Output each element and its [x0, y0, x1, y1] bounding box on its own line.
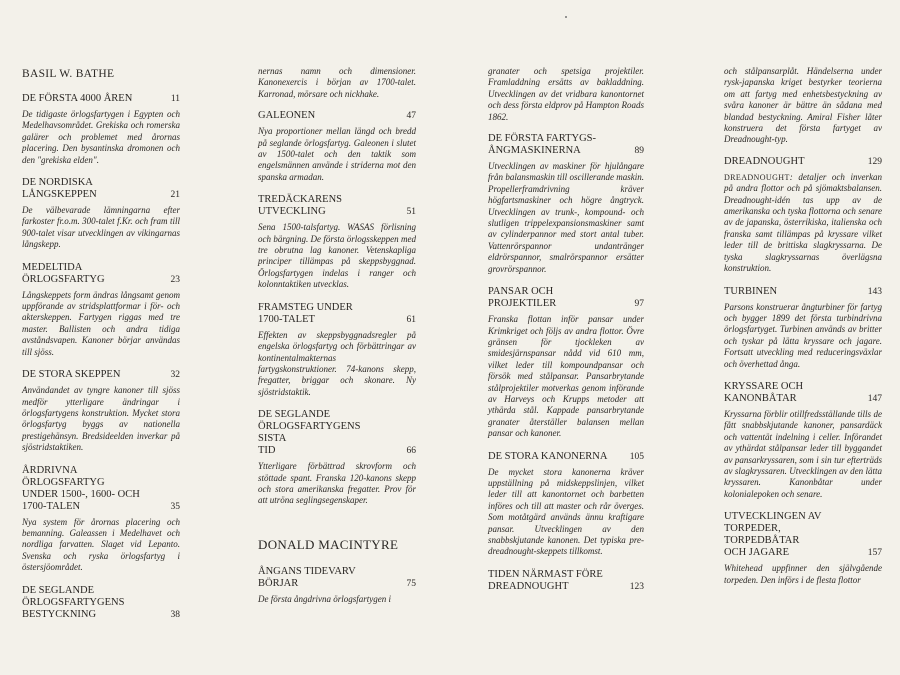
section-title: DE FÖRSTA FARTYGS- ÅNGMASKINERNA	[488, 133, 597, 157]
section-title: DE STORA KANONERNA	[488, 450, 608, 462]
section-heading	[22, 262, 180, 286]
page-number: 89	[634, 146, 644, 157]
page-number: 11	[170, 94, 180, 104]
continued-summary: granater och spetsiga projektiler. Framladdning ersätts av bakladdning. Utvecklingen av det vridbara kanontornet och dess första eldprov på Hampton Roads 1862.	[488, 66, 644, 122]
section-title: UTVECKLINGEN AV TORPEDER, TORPEDBÅTAR OCH JAGARE	[724, 511, 822, 559]
toc-section	[22, 93, 180, 166]
section-heading	[488, 133, 644, 157]
section-title: TREDÄCKARENS UTVECKLING	[258, 194, 343, 218]
toc-section	[488, 569, 644, 593]
toc-section	[22, 177, 180, 251]
section-heading	[724, 156, 882, 168]
page-number: 23	[170, 274, 180, 285]
section-summary: De välbevarade lämningarna efter farkoster fr.o.m. 300-talet f.Kr. och fram till 900-talet visar utvecklingen av vikingarnas långskepp.	[22, 205, 180, 250]
summary-text: : detaljer och inverkan på andra flottor och på sjömaktsbalansen. Dreadnought-idén tas upp av de amerikanska och tyska flottorna och senare av de japanska, österrikiska, italienska och franska samt tillämpas på kryssare vilket leder till de brittiska slagkryssarna. De tyska slagkryssarnas överlägsna konstruktion.	[724, 171, 882, 274]
toc-section	[258, 409, 416, 507]
section-title: ÅRDRIVNA ÖRLOGSFARTYG UNDER 1500-, 1600- OCH 1700-TALEN	[22, 464, 140, 512]
ship-name-smallcaps: DREADNOUGHT	[724, 172, 790, 182]
section-title: DE SEGLANDE ÖRLOGSFARTYGENS BESTYCKNING	[22, 584, 125, 620]
section-summary: De mycket stora kanonerna kräver uppställning på midskeppslinjen, vilket leder till att kanontornet och barbetten införes och till att master och rår överges. Som motåtgärd används ännu kraftigare pansar. Utvecklingen av den snabbskjutande kanonen. Det typiska pre-dreadnought-skeppets tillkomst.	[488, 466, 644, 557]
page-number: 105	[629, 451, 644, 462]
section-summary	[724, 172, 882, 275]
toc-section	[258, 110, 416, 183]
section-heading	[488, 286, 644, 310]
page-number: 97	[634, 299, 644, 310]
section-summary: Långskeppets form ändras långsamt genom uppförande av stridsplattformar i för- och akterskeppen. Fartygen riggas med tre master. Ballisten och andra tidiga avståndsvapen. Kanoner börjar användas till sjöss.	[22, 289, 180, 357]
section-heading	[22, 93, 180, 105]
section-heading	[258, 566, 416, 590]
section-summary: Ytterligare förbättrad skrovform och stöttade spant. Franska 120-kanons skepp och stora amerikanska fregatter. Prov för att utröna seglingsegenskaper.	[258, 461, 416, 506]
section-title: FRAMSTEG UNDER 1700-TALET	[258, 301, 353, 325]
section-title: DE NORDISKA LÅNGSKEPPEN	[22, 177, 97, 201]
toc-section	[22, 465, 180, 574]
section-title: DREADNOUGHT	[724, 155, 805, 167]
section-title: TIDEN NÄRMAST FÖRE DREADNOUGHT	[488, 568, 603, 592]
toc-section	[724, 286, 882, 370]
section-heading	[724, 286, 882, 298]
toc-section	[724, 156, 882, 275]
section-title: DE STORA SKEPPEN	[22, 369, 121, 381]
page-number: 61	[406, 314, 416, 325]
section-title: DE SEGLANDE ÖRLOGSFARTYGENS SISTA TID	[258, 409, 361, 457]
toc-section	[724, 381, 882, 500]
print-speck	[565, 16, 567, 18]
section-title: TURBINEN	[724, 285, 778, 297]
section-heading	[724, 511, 882, 559]
toc-section	[488, 133, 644, 275]
section-summary: Sena 1500-talsfartyg. WASAS förlisning och bärgning. De första örlogsskeppen med tre obrutna lag kanoner. Vetenskapliga principer tillämpas på skeppsbyggnad. Örlogsfartygen indelas i ranger och kolonntaktiken utvecklas.	[258, 222, 416, 290]
continued-summary: nernas namn och dimensioner. Kanonexercis i början av 1700-talet. Karronad, mörsare och nickhake.	[258, 66, 416, 99]
page-number: 147	[867, 393, 882, 404]
section-heading	[22, 369, 180, 381]
author-name: DONALD MACINTYRE	[258, 536, 399, 552]
section-summary: Franska flottan inför pansar under Krimkriget och följs av andra flottor. Övre gränsen för tjockleken av smidesjärnspansar nådd vid 610 mm, vilket leder till kompoundpansar och försök med stålpansar. Pansarbrytande stålprojektiler motverkas genom införande av Harveys och Krupps metoder att ythärda stål. Kappade pansarbrytande granater återställer balansen mellan pansar och kanoner.	[488, 314, 644, 439]
page-number: 129	[867, 156, 882, 167]
toc-section	[22, 369, 180, 453]
column-1	[22, 66, 180, 632]
section-heading	[724, 381, 882, 405]
section-summary: Parsons konstruerar ångturbiner för fartyg och bygger 1899 det första turbindrivna örlogsfartyget. Turbinen används av britter och tyskar på lätta kryssare och jagare. Fortsatt utveckling med reduceringsväxlar och överhettad ånga.	[724, 301, 882, 369]
section-title: ÅNGANS TIDEVARV BÖRJAR	[258, 565, 356, 589]
author-name: BASIL W. BATHE	[22, 68, 115, 80]
section-summary: Kryssarna förblir otillfredsställande tills de fått snabbskjutande kanoner, pansardäck och vattentät indelning i celler. Införandet av ythärdat stålpansar leder till byggandet av pansarkryssaren, som i sin tur efterträds av slagkryssaren. Utvecklingen av den lätta kryssaren. Kanonbåtar under kolonialepoken och senare.	[724, 408, 882, 499]
toc-section	[258, 194, 416, 290]
section-heading	[22, 465, 180, 513]
section-heading	[22, 585, 180, 621]
section-summary: De första ångdrivna örlogsfartygen i	[258, 593, 391, 604]
toc-section	[488, 286, 644, 439]
continued-summary: och stålpansarplåt. Händelserna under rysk-japanska kriget bestyrker teorierna om att fartyg med enhetsbestyckning av svåra kanoner är bättre än sådana med blandad bestyckning. Amiral Fisher låter konstruera det första fartyget av Dreadnought-typ.	[724, 66, 882, 145]
section-summary: Nya system för årornas placering och bemanning. Galeassen i Medelhavet och nordliga farvatten. Slaget vid Lepanto. Svenska och ryska örlogsfartyg i östersjöområdet.	[22, 516, 180, 573]
section-title: GALEONEN	[258, 110, 316, 122]
section-heading	[258, 110, 416, 122]
page-number: 157	[867, 548, 882, 559]
toc-section	[724, 511, 882, 586]
column-4	[724, 66, 882, 597]
page-number: 38	[170, 609, 180, 620]
column-2	[258, 66, 416, 616]
section-summary: Effekten av skeppsbyggnadsregler på engelska örlogsfartyg och förbättringar av kontinentalmakternas fartygskonstruktioner. 74-kanons skepp, fregatter, briggar och skonare. Ny sjöstridstaktik.	[258, 329, 416, 397]
section-title: DE FÖRSTA 4000 ÅREN	[22, 93, 133, 104]
section-title: MEDELTIDA ÖRLOGSFARTYG	[22, 261, 105, 285]
page-number: 75	[406, 578, 416, 589]
section-heading	[258, 194, 416, 218]
section-heading	[258, 409, 416, 457]
page-number: 32	[170, 370, 180, 381]
page-number: 21	[170, 190, 180, 201]
page-number: 123	[629, 581, 644, 592]
toc-section	[488, 451, 644, 558]
section-heading	[488, 569, 644, 593]
section-summary: Whitehead uppfinner den självgående torpeden. Den införs i de flesta flottor	[724, 563, 882, 585]
column-3	[488, 66, 644, 604]
section-summary: Utvecklingen av maskiner för hjulångare från balansmaskin till oscillerande maskin. Propellerframdrivning kräver högfartsmaskiner och högre ångtryck. Utvecklingen av trunk-, kompound- och slutligen trippelexpansionsmaskiner samt av cylinderpannor med stort antal tuber. Vattenrörspannor undantränger eldrörspannor, smalrörspannor ersätter grovrörspannor.	[488, 161, 644, 274]
page-number: 35	[170, 501, 180, 512]
section-summary: Nya proportioner mellan längd och bredd på seglande örlogsfartyg. Galeonen i slutet av 1500-talet och den taktik som engelsmännen använde i striderna mot den spanska armadan.	[258, 126, 416, 182]
page-number: 51	[406, 207, 416, 218]
section-title: PANSAR OCH PROJEKTILER	[488, 286, 557, 310]
page-number: 143	[867, 286, 882, 297]
section-summary: Användandet av tyngre kanoner till sjöss medför ytterligare ändringar i örlogsfartygens konstruktion. Mycket stora örlogsfartyg byggs av nationella prestigehänsyn. Bredsideelden inverkar på sjöstridstaktiken.	[22, 385, 180, 453]
section-heading	[258, 302, 416, 326]
toc-section	[22, 585, 180, 621]
section-heading	[488, 451, 644, 463]
section-summary: De tidigaste örlogsfartygen i Egypten och Medelhavsområdet. Grekiska och romerska galärer och problemet med årornas placering. Den bysantinska dromonen och den "grekiska elden".	[22, 109, 180, 165]
toc-section	[258, 566, 416, 605]
toc-section	[258, 302, 416, 398]
section-heading	[22, 177, 180, 201]
section-title: KRYSSARE OCH KANONBÅTAR	[724, 380, 804, 404]
toc-section	[22, 262, 180, 358]
page-number: 47	[406, 111, 416, 122]
page-number: 66	[406, 446, 416, 457]
